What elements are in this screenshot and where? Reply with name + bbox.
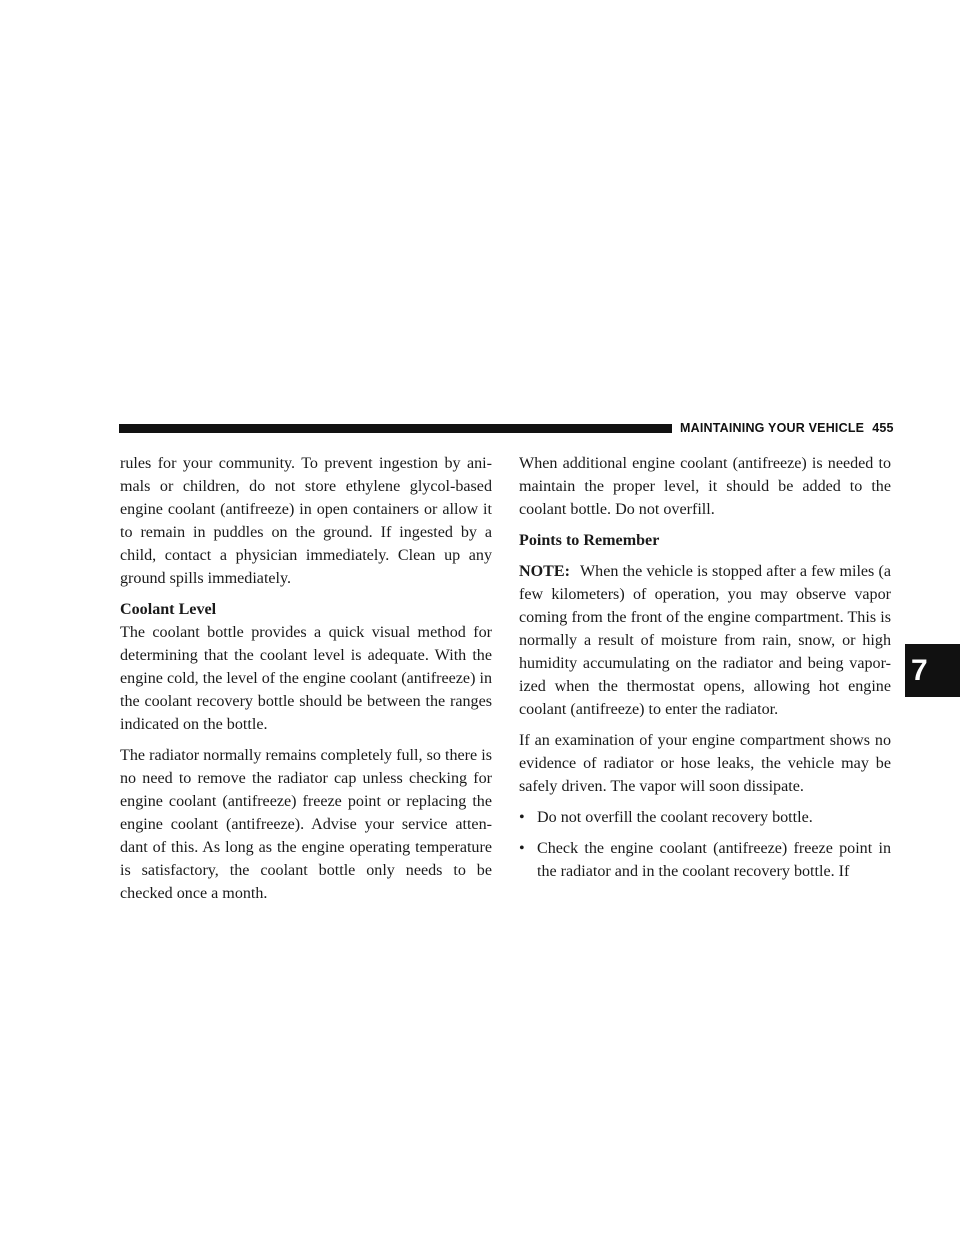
note-label: NOTE:: [519, 563, 570, 580]
note-text: When the vehicle is stopped after a few miles (a few kilometers) of operation, you may observe vapor coming from the front of the engine compartment. This is normally a result of moisture from rain, snow, or high humidity accumulating on the radiator and being vapor-ized when the thermostat opens, allowing hot engine coolant (antifreeze) to enter the radiator.: [519, 563, 891, 718]
heading-points-to-remember: Points to Remember: [519, 532, 660, 549]
section-tab: 7: [905, 644, 960, 697]
list-item-text: Do not overfill the coolant recovery bottle.: [537, 809, 813, 826]
list-item: [519, 837, 891, 883]
list-item: [519, 806, 891, 829]
bullet-marker: •: [519, 840, 525, 857]
header-rule: [119, 424, 672, 433]
right-column: [519, 452, 891, 891]
running-header: [680, 421, 894, 435]
bullet-marker: •: [519, 809, 525, 826]
paragraph-coolant-bottle: The coolant bottle provides a quick visual method for determining that the coolant level is adequate. With the engine cold, the level of the engine coolant (antifreeze) in the coolant recovery bottle should be between the ranges indicated on the bottle.: [120, 624, 492, 733]
section-title: MAINTAINING YOUR VEHICLE: [680, 421, 865, 435]
list-item-text: Check the engine coolant (antifreeze) freeze point in the radiator and in the coolant recovery bottle. If: [537, 840, 891, 880]
note-paragraph: [519, 560, 891, 721]
bullet-list: [519, 806, 891, 883]
page-number: 455: [872, 421, 894, 435]
heading-coolant-level: Coolant Level: [120, 601, 217, 618]
paragraph-radiator: The radiator normally remains completely full, so there is no need to remove the radiator cap unless checking for engine coolant (antifreeze) freeze point or replacing the engine coolant (antifreeze). Advise your service atten-dant of this. As long as the engine operating temperature is satisfactory, the coolant bottle only needs to be checked once a month.: [120, 747, 492, 902]
paragraph-additional-coolant: When additional engine coolant (antifreeze) is needed to maintain the proper level, it should be added to the coolant bottle. Do not overfill.: [519, 455, 891, 518]
paragraph-examination: If an examination of your engine compartment shows no evidence of radiator or hose leaks, the vehicle may be safely driven. The vapor will soon dissipate.: [519, 732, 891, 795]
left-column: [120, 452, 492, 913]
paragraph-disposal: rules for your community. To prevent ingestion by ani-mals or children, do not store ethylene glycol-based engine coolant (antifreeze) in open containers or allow it to remain in puddles on the ground. If ingested by a child, contact a physician immediately. Clean up any ground spills immediately.: [120, 455, 492, 587]
